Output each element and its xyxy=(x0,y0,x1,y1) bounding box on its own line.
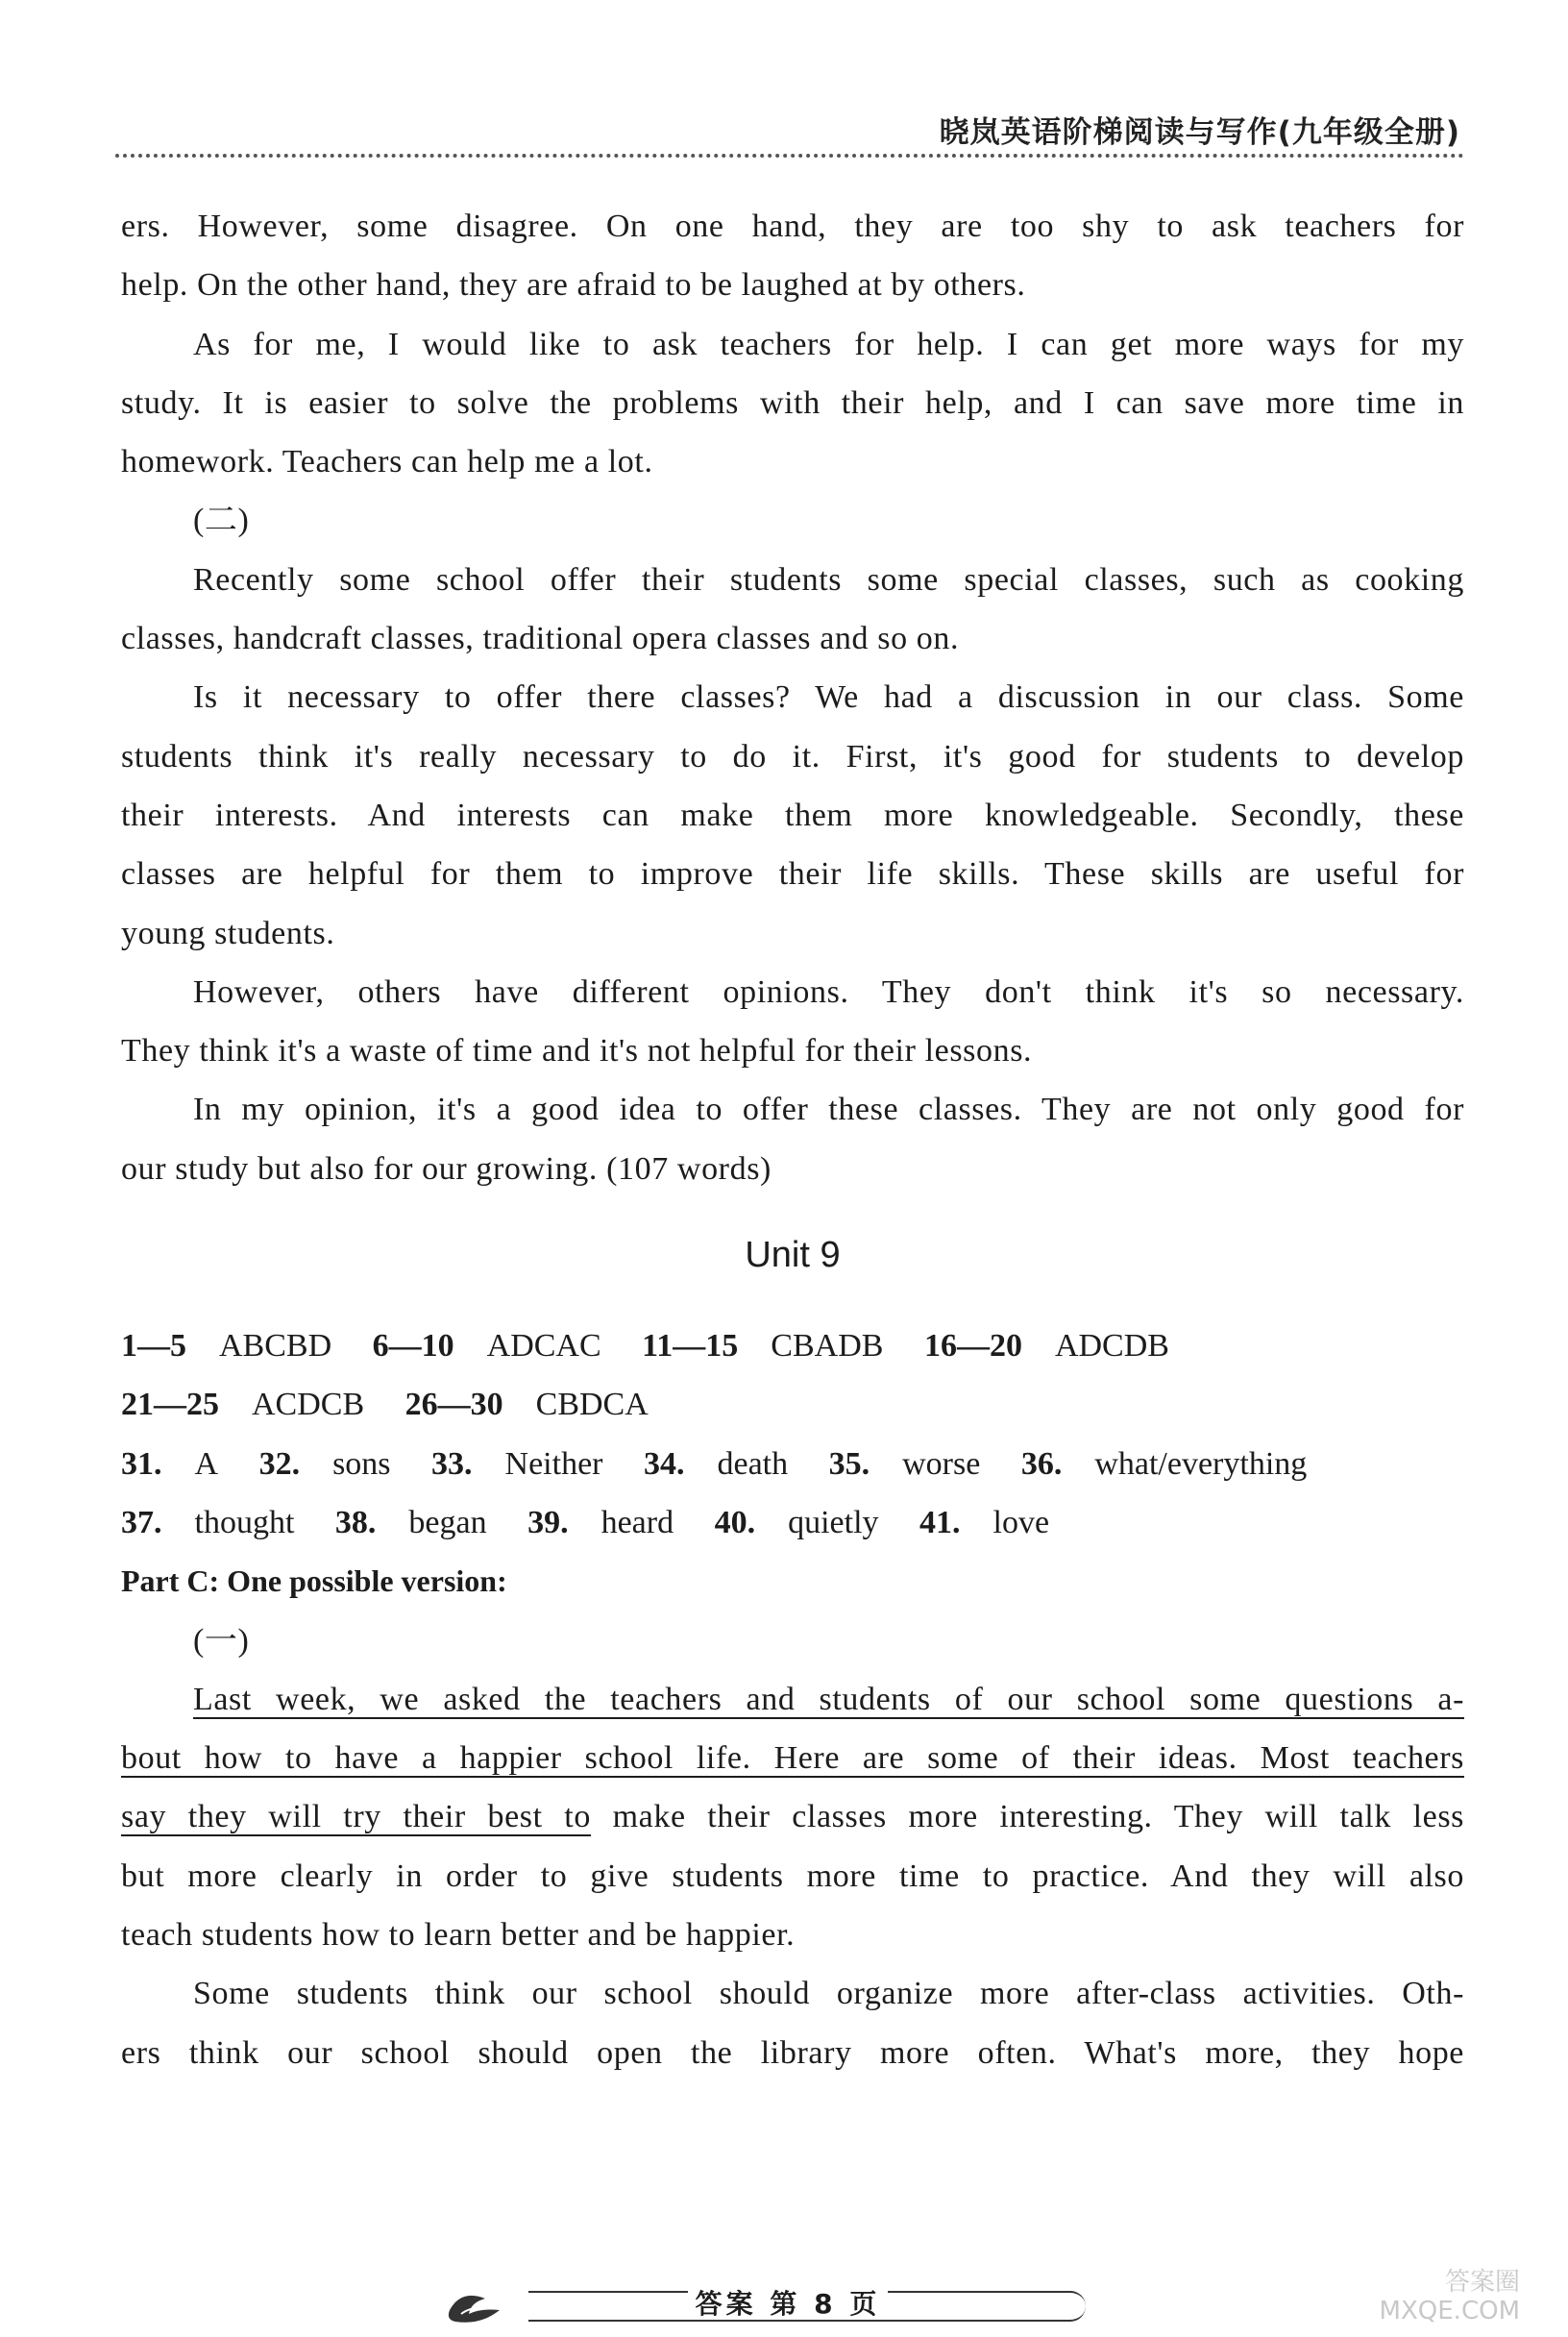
section-mark: (二) xyxy=(193,503,250,539)
text-line: study. It is easier to solve the problems with their help, and I can save more time in xyxy=(121,384,1464,421)
watermark-line: 答案圈 xyxy=(1444,2268,1520,2297)
answer-range: 26—30 xyxy=(404,1387,503,1423)
text-line: Some students think our school should organize more after-class activities. Oth- xyxy=(193,1976,1464,2012)
answer-value: began xyxy=(408,1504,487,1540)
text-line xyxy=(121,1787,1464,1846)
section-mark: (一) xyxy=(193,1622,250,1659)
answer-range: 6—10 xyxy=(372,1328,454,1365)
text-line: but more clearly in order to give students more time to practice. And they will also xyxy=(121,1857,1464,1894)
text-line: Is it necessary to offer there classes? We had a discussion in our class. Some xyxy=(193,679,1464,716)
answer-num: 41. xyxy=(919,1504,961,1540)
answer-range: 16—20 xyxy=(923,1328,1022,1365)
answer-num: 38. xyxy=(334,1504,377,1540)
text-line: our study but also for our growing. (107 words) xyxy=(121,1150,772,1187)
plain-text: make their classes more interesting. They will talk less xyxy=(590,1799,1464,1835)
answer-range: 11—15 xyxy=(642,1328,739,1365)
part-c-label: Part C: One possible version: xyxy=(121,1563,507,1599)
answer-num: 32. xyxy=(258,1445,301,1482)
text-line: However, others have different opinions. They don't think it's so necessary. xyxy=(193,973,1464,1010)
answer-value: ADCAC xyxy=(486,1328,601,1365)
text-line: young students. xyxy=(121,915,335,951)
header-title: 晓岚英语阶梯阅读与写作(九年级全册) xyxy=(939,115,1460,150)
answer-num: 34. xyxy=(643,1445,685,1482)
answer-value: what/everything xyxy=(1094,1445,1308,1482)
answer-num: 40. xyxy=(714,1504,756,1540)
text-line: ers think our school should open the library more often. What's more, they hope xyxy=(121,2034,1464,2071)
answer-value: Neither xyxy=(504,1445,603,1482)
text-line: As for me, I would like to ask teachers for help. I can get more ways for my xyxy=(193,326,1464,362)
answer-range: 1—5 xyxy=(121,1328,186,1365)
watermark xyxy=(1380,2268,1520,2325)
answer-value: ABCBD xyxy=(219,1328,332,1365)
text-line: ers. However, some disagree. On one hand, they are too shy to ask teachers for xyxy=(121,209,1464,244)
answer-value: thought xyxy=(194,1504,295,1540)
page-footer xyxy=(442,2285,1134,2327)
answer-value: quietly xyxy=(788,1504,879,1540)
answer-value: worse xyxy=(902,1445,981,1482)
underlined-text: bout how to have a happier school life. Here are some of their ideas. Most teachers xyxy=(121,1740,1464,1777)
answer-range: 21—25 xyxy=(121,1387,219,1423)
answer-num: 39. xyxy=(527,1504,569,1540)
answer-row xyxy=(121,1435,1464,1493)
text-line: classes are helpful for them to improve their life skills. These skills are useful for xyxy=(121,856,1464,893)
text-line: students think it's really necessary to do it. First, it's good for students to develop xyxy=(121,738,1464,775)
answer-value: love xyxy=(992,1504,1050,1540)
text-line xyxy=(121,1729,1464,1787)
text-line: They think it's a waste of time and it's not helpful for their lessons. xyxy=(121,1033,1033,1070)
answer-value: ACDCB xyxy=(252,1387,365,1423)
watermark-line: MXQE.COM xyxy=(1379,2297,1520,2325)
text-line: help. On the other hand, they are afraid to be laughed at by others. xyxy=(121,267,1026,304)
answer-num: 35. xyxy=(828,1445,870,1482)
answer-value: death xyxy=(717,1445,789,1482)
answer-row xyxy=(121,1493,1464,1552)
answer-value: sons xyxy=(332,1445,391,1482)
text-line: teach students how to learn better and be happier. xyxy=(121,1917,796,1954)
answer-row xyxy=(121,1316,1464,1375)
underlined-text: say they will try their best to xyxy=(121,1799,591,1835)
text-line: In my opinion, it's a good idea to offer these classes. They are not only good for xyxy=(193,1092,1464,1128)
text-line: classes, handcraft classes, traditional opera classes and so on. xyxy=(121,621,960,657)
header-dotted-rule xyxy=(115,154,1464,158)
text-line: their interests. And interests can make them more knowledgeable. Secondly, these xyxy=(121,797,1464,833)
answer-value: CBDCA xyxy=(535,1387,649,1423)
answer-num: 37. xyxy=(121,1504,162,1540)
answer-value: ADCDB xyxy=(1054,1328,1169,1365)
answer-num: 33. xyxy=(431,1445,473,1482)
text-line: homework. Teachers can help me a lot. xyxy=(121,444,653,480)
answer-num: 36. xyxy=(1020,1445,1063,1482)
text-line: Recently some school offer their students some special classes, such as cooking xyxy=(193,561,1464,598)
answer-num: 31. xyxy=(121,1445,162,1482)
text-line xyxy=(121,1670,1464,1729)
answer-value: heard xyxy=(600,1504,674,1540)
answer-row xyxy=(121,1375,1464,1434)
answer-value: CBADB xyxy=(771,1328,884,1365)
page-content xyxy=(121,197,1464,2082)
underlined-text: Last week, we asked the teachers and students of our school some questions a- xyxy=(193,1681,1464,1717)
page-number-label: 答案 第 8 页 xyxy=(442,2285,1134,2324)
answer-value: A xyxy=(194,1445,219,1482)
unit-heading: Unit 9 xyxy=(745,1235,841,1276)
